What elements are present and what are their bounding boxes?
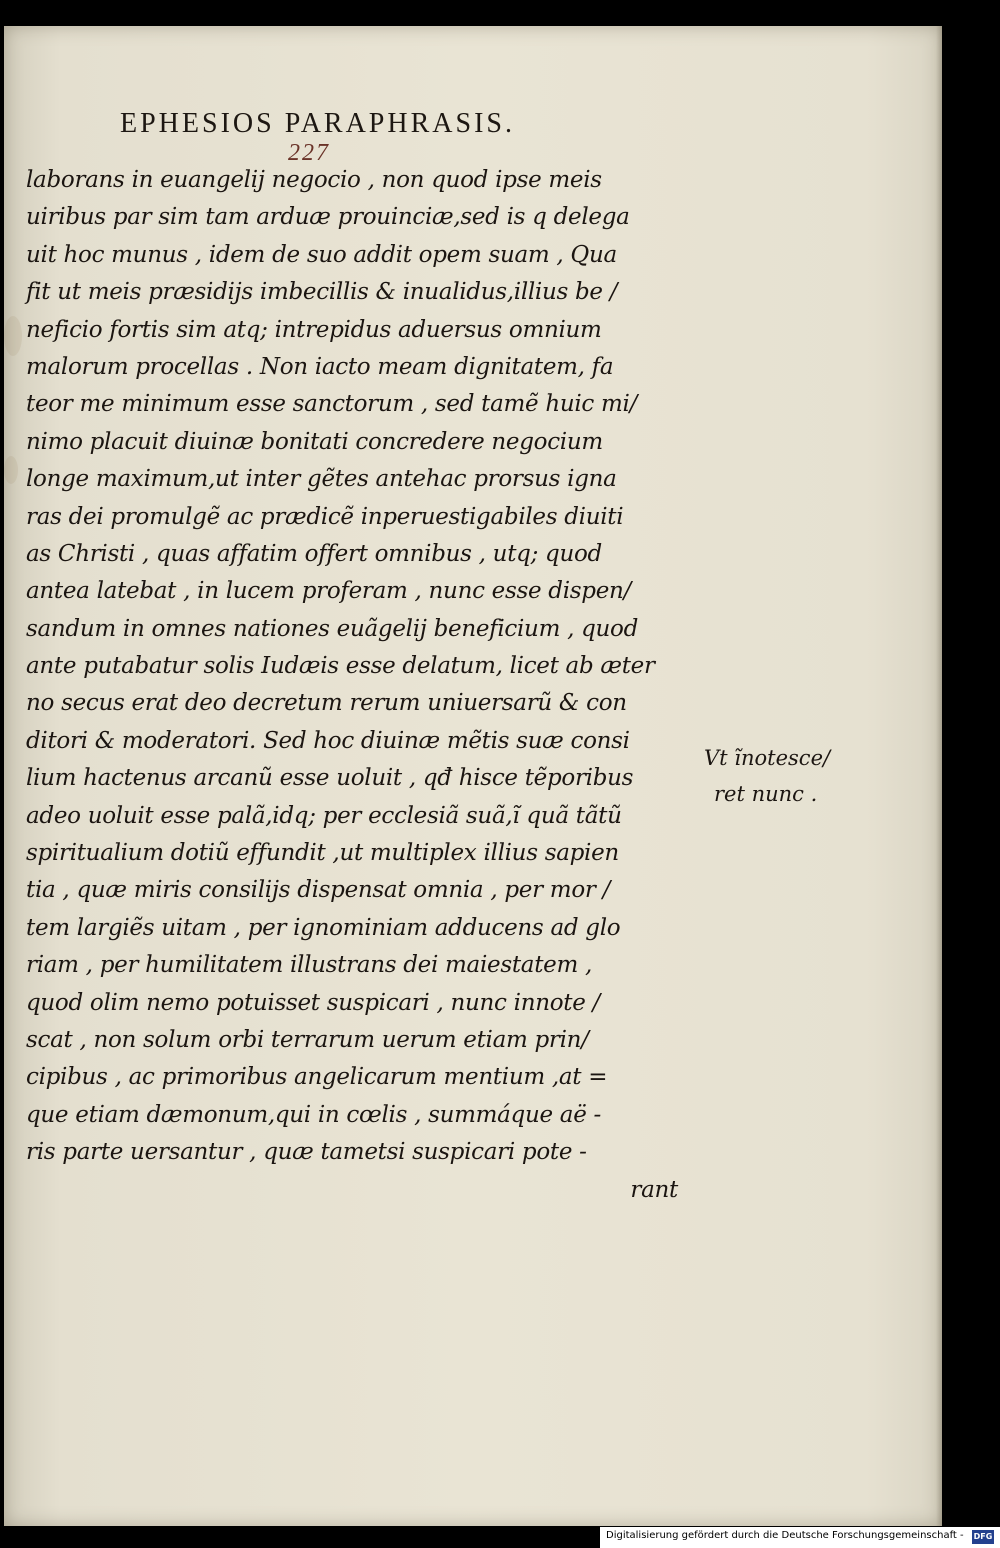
text-line: laborans in euangelij negocio , non quod ipse meis: [26, 167, 602, 193]
text-line: que etiam dæmonum,qui in cœlis , summáque aë -: [26, 1101, 602, 1128]
text-line: as Christi , quas affatim offert omnibus , utq; quod: [26, 540, 602, 567]
text-line: tem largiẽs uitam , per ignominiam adducens ad glo: [26, 914, 621, 941]
text-line: ras dei promulgẽ ac prædicẽ inperuestigabiles diuiti: [26, 503, 624, 530]
text-line: ditori & moderatori. Sed hoc diuinæ mẽtis suæ consi: [26, 727, 630, 754]
marginal-note-line: Vt ĩnotesce/: [704, 746, 831, 770]
text-line: fit ut meis præsidijs imbecillis & inualidus,illius be /: [26, 279, 618, 306]
text-line: uiribus par sim tam arduæ prouinciæ,sed is q delega: [26, 204, 630, 231]
text-line: riam , per humilitatem illustrans dei maiestatem ,: [26, 952, 592, 979]
marginal-note-line: ret nunc .: [714, 782, 818, 806]
paper-stain: [4, 316, 22, 356]
text-line: lium hactenus arcanũ esse uoluit , qđ hisce tẽporibus: [26, 765, 634, 792]
text-line: cipibus , ac primoribus angelicarum mentium ,at =: [26, 1064, 608, 1091]
text-line: malorum procellas . Non iacto meam dignitatem, fa: [26, 353, 614, 380]
text-line: ante putabatur solis Iudæis esse delatum, licet ab æter: [26, 653, 655, 680]
running-head: EPHESIOS PARAPHRASIS.: [120, 108, 515, 139]
text-line: ris parte uersantur , quæ tametsi suspicari pote -: [26, 1139, 587, 1166]
text-line: spiritualium dotiũ effundit ,ut multiplex illius sapien: [26, 840, 619, 867]
text-line: longe maximum,ut inter gẽtes antehac prorsus igna: [26, 466, 617, 493]
text-line: tia , quæ miris consilijs dispensat omnia , per mor /: [26, 877, 611, 904]
text-line: uit hoc munus , idem de suo addit opem suam , Qua: [26, 241, 617, 268]
page-edge-shadow: [936, 26, 942, 1526]
text-line: scat , non solum orbi terrarum uerum etiam prin/: [26, 1026, 589, 1053]
text-line: antea latebat , in lucem proferam , nunc esse dispen/: [26, 578, 631, 605]
marginal-note: [704, 740, 904, 812]
text-line: adeo uoluit esse palã,idq; per ecclesiã suã,ĩ quã tãtũ: [26, 802, 622, 829]
paper-stain: [4, 456, 18, 484]
text-line: teor me minimum esse sanctorum , sed tamẽ huic mi/: [26, 391, 638, 418]
text-line: sandum in omnes nationes euãgelij beneficium , quod: [26, 615, 639, 642]
dfg-logo: DFG: [972, 1530, 994, 1544]
digitization-credit-text: Digitalisierung gefördert durch die Deutsche Forschungsgemeinschaft -: [606, 1530, 964, 1541]
handwritten-folio-number: 227: [288, 140, 330, 166]
book-page: [4, 26, 942, 1526]
main-text-block: [26, 162, 706, 1209]
digitization-credit-bar: [600, 1527, 1000, 1548]
text-line: no secus erat deo decretum rerum uniuersarũ & con: [26, 690, 627, 717]
text-line: nimo placuit diuinæ bonitati concredere negocium: [26, 428, 603, 455]
text-line: quod olim nemo potuisset suspicari , nunc innote /: [26, 989, 600, 1016]
text-line: neficio fortis sim atq; intrepidus aduersus omnium: [26, 316, 602, 343]
catchword: rant: [630, 1176, 678, 1203]
